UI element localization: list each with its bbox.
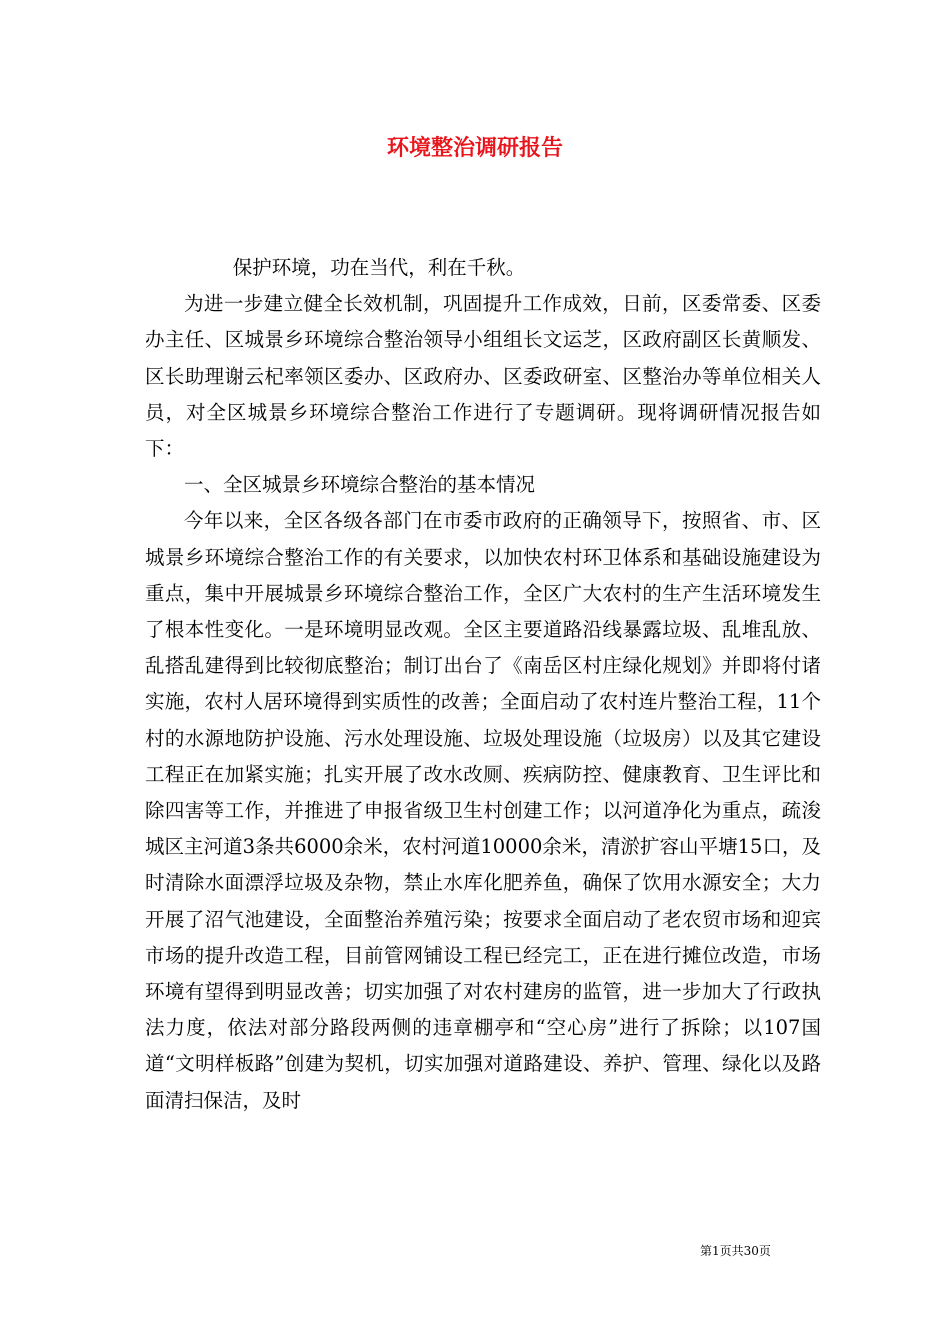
paragraph-purpose: 为进一步建立健全长效机制，巩固提升工作成效，日前，区委常委、区委办主任、区城景乡环境综合整治领导小组组长文运芝，区政府副区长黄顺发、区长助理谢云杞率领区委办、区政府办、区委政研室、区整治办等单位相关人员，对全区城景乡环境综合整治工作进行了专题调研。现将调研情况报告如下：: [145, 292, 821, 461]
document-title: 环境整治调研报告: [386, 135, 563, 161]
page-number-footer: 第1页共30页: [700, 1244, 771, 1258]
paragraph-intro: 保护环境，功在当代，利在千秋。: [232, 256, 526, 279]
section-heading-1: 一、全区城景乡环境综合整治的基本情况: [184, 473, 536, 497]
paragraph-basic-situation: 今年以来，全区各级各部门在市委市政府的正确领导下，按照省、市、区城景乡环境综合整治工作的有关要求，以加快农村环卫体系和基础设施建设为重点，集中开展城景乡环境综合整治工作，全区广大农村的生产生活环境发生了根本性变化。一是环境明显改观。全区主要道路沿线暴露垃圾、乱堆乱放、乱搭乱建得到比较彻底整治；制订出台了《南岳区村庄绿化规划》并即将付诸实施，农村人居环境得到实质性的改善；全面启动了农村连片整治工程，11个村的水源地防护设施、污水处理设施、垃圾处理设施（垃圾房）以及其它建设工程正在加紧实施；扎实开展了改水改厕、疾病防控、健康教育、卫生评比和除四害等工作，并推进了申报省级卫生村创建工作；以河道净化为重点，疏浚城区主河道3条共6000余米，农村河道10000余米，清淤扩容山平塘15口，及时清除水面漂浮垃圾及杂物，禁止水库化肥养鱼，确保了饮用水源安全；大力开展了沼气池建设，全面整治养殖污染；按要求全面启动了老农贸市场和迎宾市场的提升改造工程，目前管网铺设工程已经完工，正在进行摊位改造，市场环境有望得到明显改善；切实加强了对农村建房的监管，进一步加大了行政执法力度，依法对部分路段两侧的违章棚亭和“空心房”进行了拆除；以107国道“文明样板路”创建为契机，切实加强对道路建设、养护、管理、绿化以及路面清扫保洁，及时: [145, 509, 821, 1112]
document-body: [145, 250, 821, 1119]
